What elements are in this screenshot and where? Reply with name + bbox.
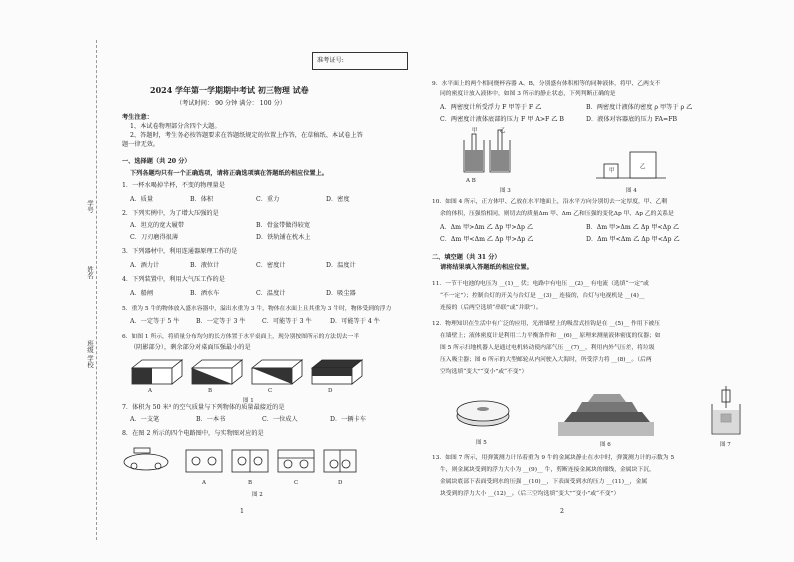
option: C．可能等于 3 牛 (262, 318, 312, 325)
fig2-option-label: D (338, 480, 343, 486)
option: B．洒水车 (190, 290, 220, 297)
option: A．一支笔 (130, 416, 160, 423)
figure-2-circuits (120, 440, 360, 484)
question-12-cont: 图 5 所示扫地机器人是通过电机转动使内部气压 __(7)__，利用内外气压差，将垃圾 (440, 345, 655, 351)
question-9: 9．水平面上的两个相同烧杯容器 A、B，分别盛有体积相等的同种液体，将甲、乙两支不 (432, 81, 661, 87)
option: B．一定等于 3 牛 (196, 318, 246, 325)
option: A．两密度计所受浮力 F 甲等于 F 乙 (440, 104, 542, 111)
fig4-label-jia: 甲 (609, 168, 615, 174)
question-12-cont: 在墙壁上；液体密度计是利用二力平衡条件和 __(6)__ 原理来测量液体密度的仪器；如 (440, 333, 661, 339)
page-title: 2024 学年第一学期期中考试 初三物理 试卷 (150, 85, 309, 95)
option: C．一位成人 (262, 416, 298, 423)
question-11-cont: 连接的（后两空选填“串联”或“并联”）。 (440, 305, 542, 311)
question-10: 10．如图 4 所示，正方体甲、乙放在水平地面上，沿水平方向分别切去一定厚度，甲、乙剩 (432, 199, 668, 205)
section-title: 二、填空题（共 31 分） (432, 254, 501, 261)
binding-line (96, 40, 97, 540)
option: A．船闸 (130, 290, 154, 297)
notice-heading: 考生注意： (122, 114, 153, 121)
option: B．一本书 (196, 416, 226, 423)
figure-4-caption: 图 4 (626, 188, 637, 194)
question-10-cont: 余的体积，压强恰相同，则切去的质量Δm 甲、Δm 乙和压强的变化Δp 甲、Δp 乙的关系是 (440, 211, 674, 217)
option: C．Δm 甲<Δm 乙 Δp 甲>Δp 乙 (440, 236, 534, 243)
figure-7-caption: 图 7 (720, 442, 731, 448)
notice-line: 2、答题时，考生务必按答题要求在答题纸规定的位置上作答，在草稿纸、本试卷上答 (130, 132, 363, 139)
section-intro: 请将结果填入答题纸的相应位置。 (440, 264, 533, 271)
option: A．酒力计 (130, 262, 160, 269)
option: D．一辆卡车 (330, 416, 366, 423)
page-number: 1 (240, 508, 244, 515)
option: B．体积 (190, 196, 214, 203)
question-6-cont: （阴影部分），剩余部分对桌面压强最小的是 (130, 344, 251, 351)
school-label: 学校 (86, 355, 94, 368)
option: A．一定等于 5 牛 (130, 318, 180, 325)
question-13-cont: 块受到的浮力大小 __(12)__。（后三空均选填“变大”“变小”或“不变”） (440, 491, 620, 497)
figure-6-caption: 图 6 (600, 442, 611, 448)
option: C．温度计 (256, 290, 286, 297)
question-2: 2．下列实例中，为了增大压强的是 (122, 210, 219, 217)
figure-7-spring-scale (708, 386, 744, 438)
figure-5-robot-vacuum (454, 394, 512, 434)
section-title: 一、选择题（共 20 分） (122, 158, 191, 165)
question-6: 6．如图 1 所示，将质量分布均匀的长方体置于水平桌面上，现分别按图所示的方法切去一半 (122, 334, 360, 340)
fig1-option-label: A (148, 388, 152, 394)
option: D．可能等于 4 牛 (330, 318, 380, 325)
figure-3-caption: 图 3 (500, 188, 511, 194)
option: C．刀刃磨得很薄 (130, 234, 179, 241)
fig1-option-label: D (328, 388, 333, 394)
option: D．液体对容器底的压力 FA=FB (586, 116, 678, 123)
block-a (132, 360, 182, 384)
option: A．坦克的宽大履带 (130, 222, 184, 229)
option: A．质量 (130, 196, 154, 203)
question-12-cont: 压入吸尘器；图 6 所示的大型邮轮从内河驶入大海时，所受浮力将 __(8)__。（后两 (440, 357, 652, 363)
time-info: （考试时间： 90 分钟 满分： 100 分） (176, 100, 286, 107)
option: B．骨盆带做得较宽 (256, 222, 311, 229)
fig3-label-yi: 乙 (500, 128, 506, 134)
notice-line: 1、本试卷物理部分含四个大题。 (130, 123, 221, 130)
question-9-cont: 同的密度计放入液体中，如图 3 所示的静止状态，下列判断正确的是 (440, 91, 616, 97)
option: B．液位计 (190, 262, 220, 269)
question-13: 13．如图 7 所示，用弹簧测力计吊着重为 9 牛的金属块静止在水中时，弹簧测力计的示数为 5 (432, 455, 675, 461)
exam-id-label: 准考证号: (317, 57, 344, 64)
fig2-option-label: C (294, 480, 299, 486)
question-7: 7．体积为 50 米³ 的空气质量与下列物体的质量最接近的是 (122, 404, 285, 411)
question-4: 4．下列装置中，利用大气压工作的是 (122, 276, 225, 283)
fig2-option-label: B (248, 480, 253, 486)
question-11: 11．一节干电池的电压为 __(1)__ 伏；电路中有电压 __(2)__ 有电流（选填“一定”或 (432, 281, 649, 287)
question-1: 1．一杯水喝掉半杯，不变的物理量是 (122, 182, 225, 189)
question-3: 3．下列器材中，利用连通器原理工作的是 (122, 248, 238, 255)
question-11-cont: “不一定”）；控制台灯的开关与台灯是 __(3)__ 连接的，台灯与电视机是 __(4)__ (440, 293, 645, 299)
option: D．Δm 甲<Δm 乙 Δp 甲<Δp 乙 (586, 236, 680, 243)
option: C．两密度计液体底部的压力 F 甲 A>F 乙 B (440, 116, 564, 123)
exam-page-2 (410, 0, 794, 562)
fig1-option-label: C (268, 388, 273, 394)
figure-4-cubes (596, 148, 666, 184)
option: B．两密度计液体的密度 ρ 甲等于 ρ 乙 (586, 104, 693, 111)
question-5: 5．重为 5 牛的物体放入盛水容器中，溢出水重为 3 牛，物体在水面上且其重为 3 牛时，物体受到的浮力 (122, 306, 392, 312)
option: D．密度 (326, 196, 350, 203)
section-intro: 下列各题均只有一个正确选项，请将正确选项填在答题纸的相应位置上。 (130, 170, 328, 177)
figure-2-caption: 图 2 (252, 492, 263, 498)
exam-id-box (312, 52, 408, 70)
question-13-cont: 金属块底部下表面受到水的压强 __(10)__，下表面受到水的压力 __(11)__，金属 (440, 479, 648, 485)
block-d (312, 360, 362, 384)
question-12-cont: 空均选填“变大”“变小”或“不变”） (440, 369, 528, 375)
notice-line: 题一律无效。 (122, 141, 160, 148)
figure-1-caption: 图 1 (243, 398, 254, 404)
option: A．Δm 甲>Δm 乙 Δp 甲>Δp 乙 (440, 224, 534, 231)
fig2-option-label: A (202, 480, 206, 486)
fig3-ab: A B (466, 178, 476, 184)
block-c (252, 360, 302, 384)
option: B．Δm 甲>Δm 乙 Δp 甲<Δp 乙 (586, 224, 680, 231)
figure-6-cruise-ship (558, 388, 654, 436)
page-number: 2 (560, 508, 564, 515)
fig3-label-jia: 甲 (472, 128, 478, 134)
option: C．密度计 (256, 262, 286, 269)
figure-5-caption: 图 5 (476, 440, 487, 446)
question-13-cont: 牛，则金属块受到的浮力大小为 __(9)__ 牛，剪断连接金属块的细线，金属块下沉， (440, 467, 655, 473)
class-label: 班级 (86, 340, 94, 353)
fig4-label-yi: 乙 (640, 164, 646, 170)
question-12: 12．物理知识在生活中有广泛的应用，光滑墙壁上的吸盘式挂钩是在 __(5)__ 作用下被压 (432, 321, 660, 327)
question-8: 8．在图 2 所示的四个电路图中，与实物图对应的是 (122, 430, 264, 437)
fig1-option-label: B (208, 388, 213, 394)
option: C．重力 (256, 196, 280, 203)
option: D．吸尘器 (326, 290, 356, 297)
student-id-label: 学号 (86, 200, 94, 213)
name-label: 姓名 (86, 266, 94, 279)
block-b (192, 360, 242, 384)
figure-3-beakers (460, 128, 520, 178)
option: D．温度计 (326, 262, 356, 269)
option: D．铁轨铺在枕木上 (256, 234, 311, 241)
